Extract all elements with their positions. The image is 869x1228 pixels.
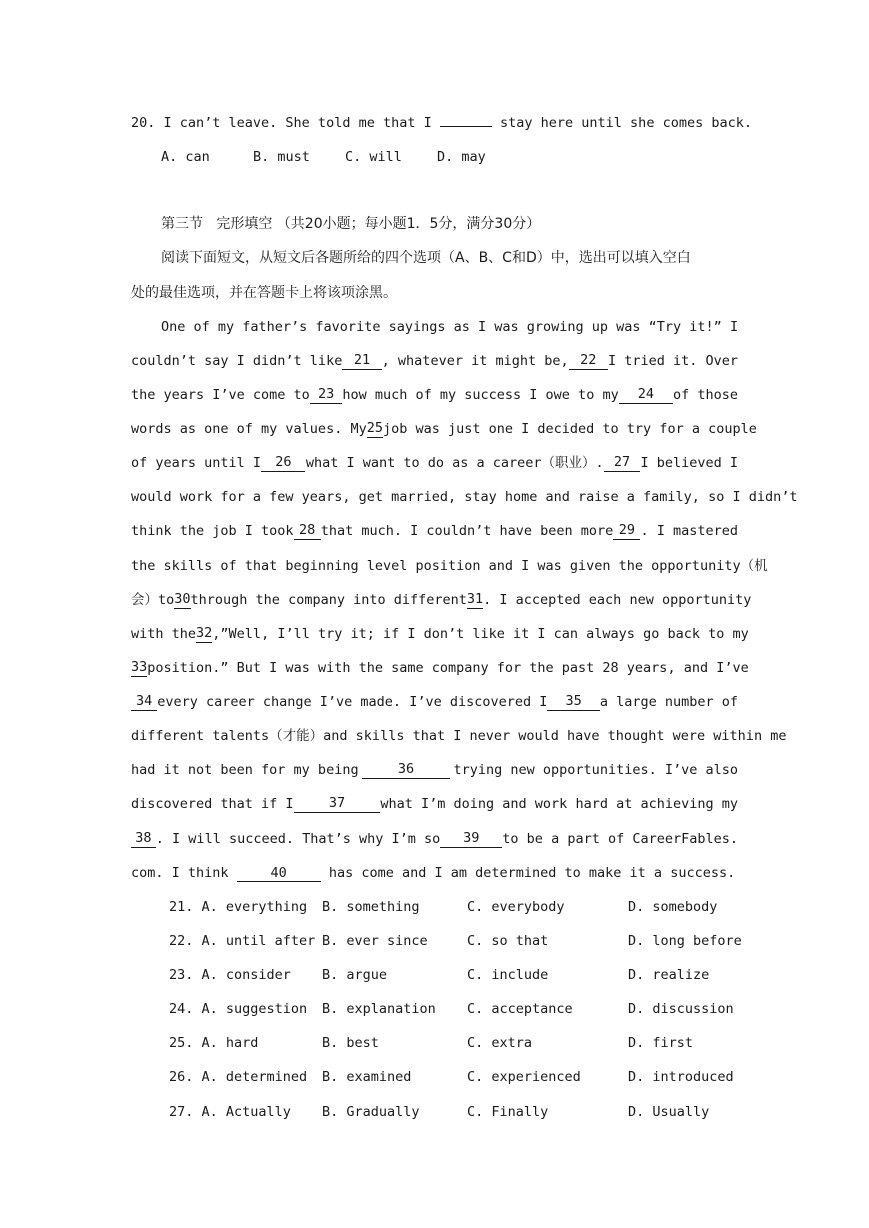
- choice-22-c: C. so that: [467, 933, 549, 949]
- passage-text: . I will succeed. That’s why I’m so: [155, 831, 441, 847]
- blank-22: 22: [569, 352, 608, 370]
- choice-27-b: B. Gradually: [322, 1104, 420, 1120]
- choice-24-b: B. explanation: [322, 1001, 436, 1017]
- blank-34: 34: [131, 693, 157, 711]
- q20-blank: [440, 126, 492, 127]
- passage-text: think the job I took: [131, 523, 294, 539]
- passage-line-4: [131, 420, 757, 438]
- choice-27-d: D. Usually: [628, 1104, 710, 1120]
- blank-31: 31: [466, 591, 484, 607]
- passage-line-17: [131, 864, 735, 882]
- choice-23-b: B. argue: [322, 967, 388, 983]
- passage-text: com. I think: [131, 865, 229, 881]
- blank-38: 38: [131, 830, 156, 848]
- choice-27-a: 27. A. Actually: [169, 1104, 291, 1120]
- passage-line-12: [131, 693, 738, 711]
- blank-32: 32: [196, 625, 213, 641]
- choice-23-c: C. include: [467, 967, 549, 983]
- q20-stem-end: stay here until she comes back.: [500, 115, 752, 131]
- blank-30: 30: [174, 591, 191, 607]
- choice-23-d: D. realize: [628, 967, 710, 983]
- question-20: [131, 114, 752, 132]
- passage-text: has come and I am determined to make it a success.: [328, 865, 736, 881]
- blank-21: 21: [342, 352, 381, 370]
- passage-text: what I’m doing and work hard at achieving my: [380, 796, 738, 812]
- choice-24-c: C. acceptance: [467, 1001, 573, 1017]
- passage-line-5: [131, 454, 738, 472]
- blank-33: 33: [131, 659, 148, 675]
- passage-text: the years I’ve come to: [131, 387, 310, 403]
- choice-21-b: B. something: [322, 899, 420, 915]
- passage-text: I tried it. Over: [607, 353, 738, 369]
- q20-stem: 20. I can’t leave. She told me that I: [131, 115, 432, 131]
- choice-25-a: 25. A. hard: [169, 1035, 259, 1051]
- passage-line-1: One of my father’s favorite sayings as I was growing up was “Try it!” I: [161, 319, 739, 335]
- passage-text: position.” But I was with the same company for the past 28 years, and I’ve: [147, 660, 749, 676]
- passage-text: , whatever it might be,: [381, 353, 569, 369]
- passage-text: that much. I couldn’t have been more: [320, 523, 614, 539]
- passage-text: . I accepted each new opportunity: [483, 592, 752, 608]
- choice-21-c: C. everybody: [467, 899, 565, 915]
- blank-24: 24: [619, 386, 673, 404]
- passage-text: every career change I’ve made. I’ve discovered I: [157, 694, 548, 710]
- passage-text: ,”Well, I’ll try it; if I don’t like it I can always go back to my: [212, 626, 749, 642]
- choice-24-a: 24. A. suggestion: [169, 1001, 308, 1017]
- passage-line-10: [131, 625, 749, 643]
- blank-39: 39: [440, 830, 502, 848]
- passage-text: what I want to do as a career（职业）.: [305, 455, 604, 471]
- choice-24-d: D. discussion: [628, 1001, 734, 1017]
- choice-23-a: 23. A. consider: [169, 967, 291, 983]
- passage-text: with the: [131, 626, 197, 642]
- passage-text: words as one of my values. My: [131, 421, 367, 437]
- choice-22-a: 22. A. until after: [169, 933, 316, 949]
- passage-text: how much of my success I owe to my: [342, 387, 619, 403]
- choice-26-c: C. experienced: [467, 1069, 581, 1085]
- passage-line-7: [131, 522, 738, 540]
- blank-40: 40: [237, 865, 321, 882]
- passage-text: through the company into different: [190, 592, 467, 608]
- passage-line-14: [131, 761, 738, 779]
- passage-line-3: [131, 386, 738, 404]
- blank-29: 29: [613, 522, 640, 540]
- choice-27-c: C. Finally: [467, 1104, 549, 1120]
- passage-line-9: [131, 591, 752, 609]
- q20-option-b: B. must: [253, 149, 310, 165]
- passage-text: of those: [672, 387, 738, 403]
- choice-25-d: D. first: [628, 1035, 694, 1051]
- passage-line-16: [131, 830, 738, 848]
- choice-21-a: 21. A. everything: [169, 899, 308, 915]
- choice-25-b: B. best: [322, 1035, 379, 1051]
- passage-text: . I mastered: [640, 523, 738, 539]
- blank-25: 25: [366, 420, 383, 436]
- passage-line-13: different talents（才能）and skills that I never would have thought were within me: [131, 728, 787, 744]
- choice-22-b: B. ever since: [322, 933, 428, 949]
- blank-36: 36: [362, 761, 450, 779]
- blank-27: 27: [604, 454, 640, 472]
- choice-22-d: D. long before: [628, 933, 742, 949]
- instruction-line-2: 处的最佳选项，并在答题卡上将该项涂黑。: [131, 285, 397, 301]
- choice-26-d: D. introduced: [628, 1069, 734, 1085]
- passage-text: of years until I: [131, 455, 262, 471]
- instruction-line-1: 阅读下面短文，从短文后各题所给的四个选项（A、B、C和D）中，选出可以填入空白: [161, 250, 691, 266]
- passage-text: couldn’t say I didn’t like: [131, 353, 343, 369]
- passage-line-6: would work for a few years, get married, stay home and raise a family, so I didn’t: [131, 489, 798, 505]
- blank-23: 23: [310, 386, 343, 404]
- choice-26-b: B. examined: [322, 1069, 412, 1085]
- passage-text: discovered that if I: [131, 796, 294, 812]
- choice-25-c: C. extra: [467, 1035, 533, 1051]
- blank-35: 35: [547, 693, 599, 711]
- passage-text: I believed I: [640, 455, 738, 471]
- section-heading: 第三节 完形填空 （共20小题；每小题1．5分，满分30分）: [161, 216, 541, 232]
- blank-28: 28: [294, 522, 321, 540]
- passage-text: job was just one I decided to try for a couple: [382, 421, 757, 437]
- blank-37: 37: [294, 795, 381, 813]
- passage-text: trying new opportunities. I’ve also: [453, 762, 738, 778]
- q20-option-c: C. will: [345, 149, 402, 165]
- q20-option-a: A. can: [161, 149, 210, 165]
- q20-option-d: D. may: [437, 149, 486, 165]
- passage-line-15: [131, 795, 738, 813]
- passage-text: to be a part of CareerFables.: [502, 831, 738, 847]
- passage-line-2: [131, 352, 738, 370]
- passage-line-8: the skills of that beginning level position and I was given the opportunity（机: [131, 558, 768, 574]
- choice-26-a: 26. A. determined: [169, 1069, 308, 1085]
- choice-21-d: D. somebody: [628, 899, 718, 915]
- passage-text: had it not been for my being: [131, 762, 359, 778]
- passage-text: 会）to: [131, 592, 175, 608]
- blank-26: 26: [261, 454, 305, 472]
- passage-line-11: [131, 659, 749, 677]
- passage-text: a large number of: [599, 694, 738, 710]
